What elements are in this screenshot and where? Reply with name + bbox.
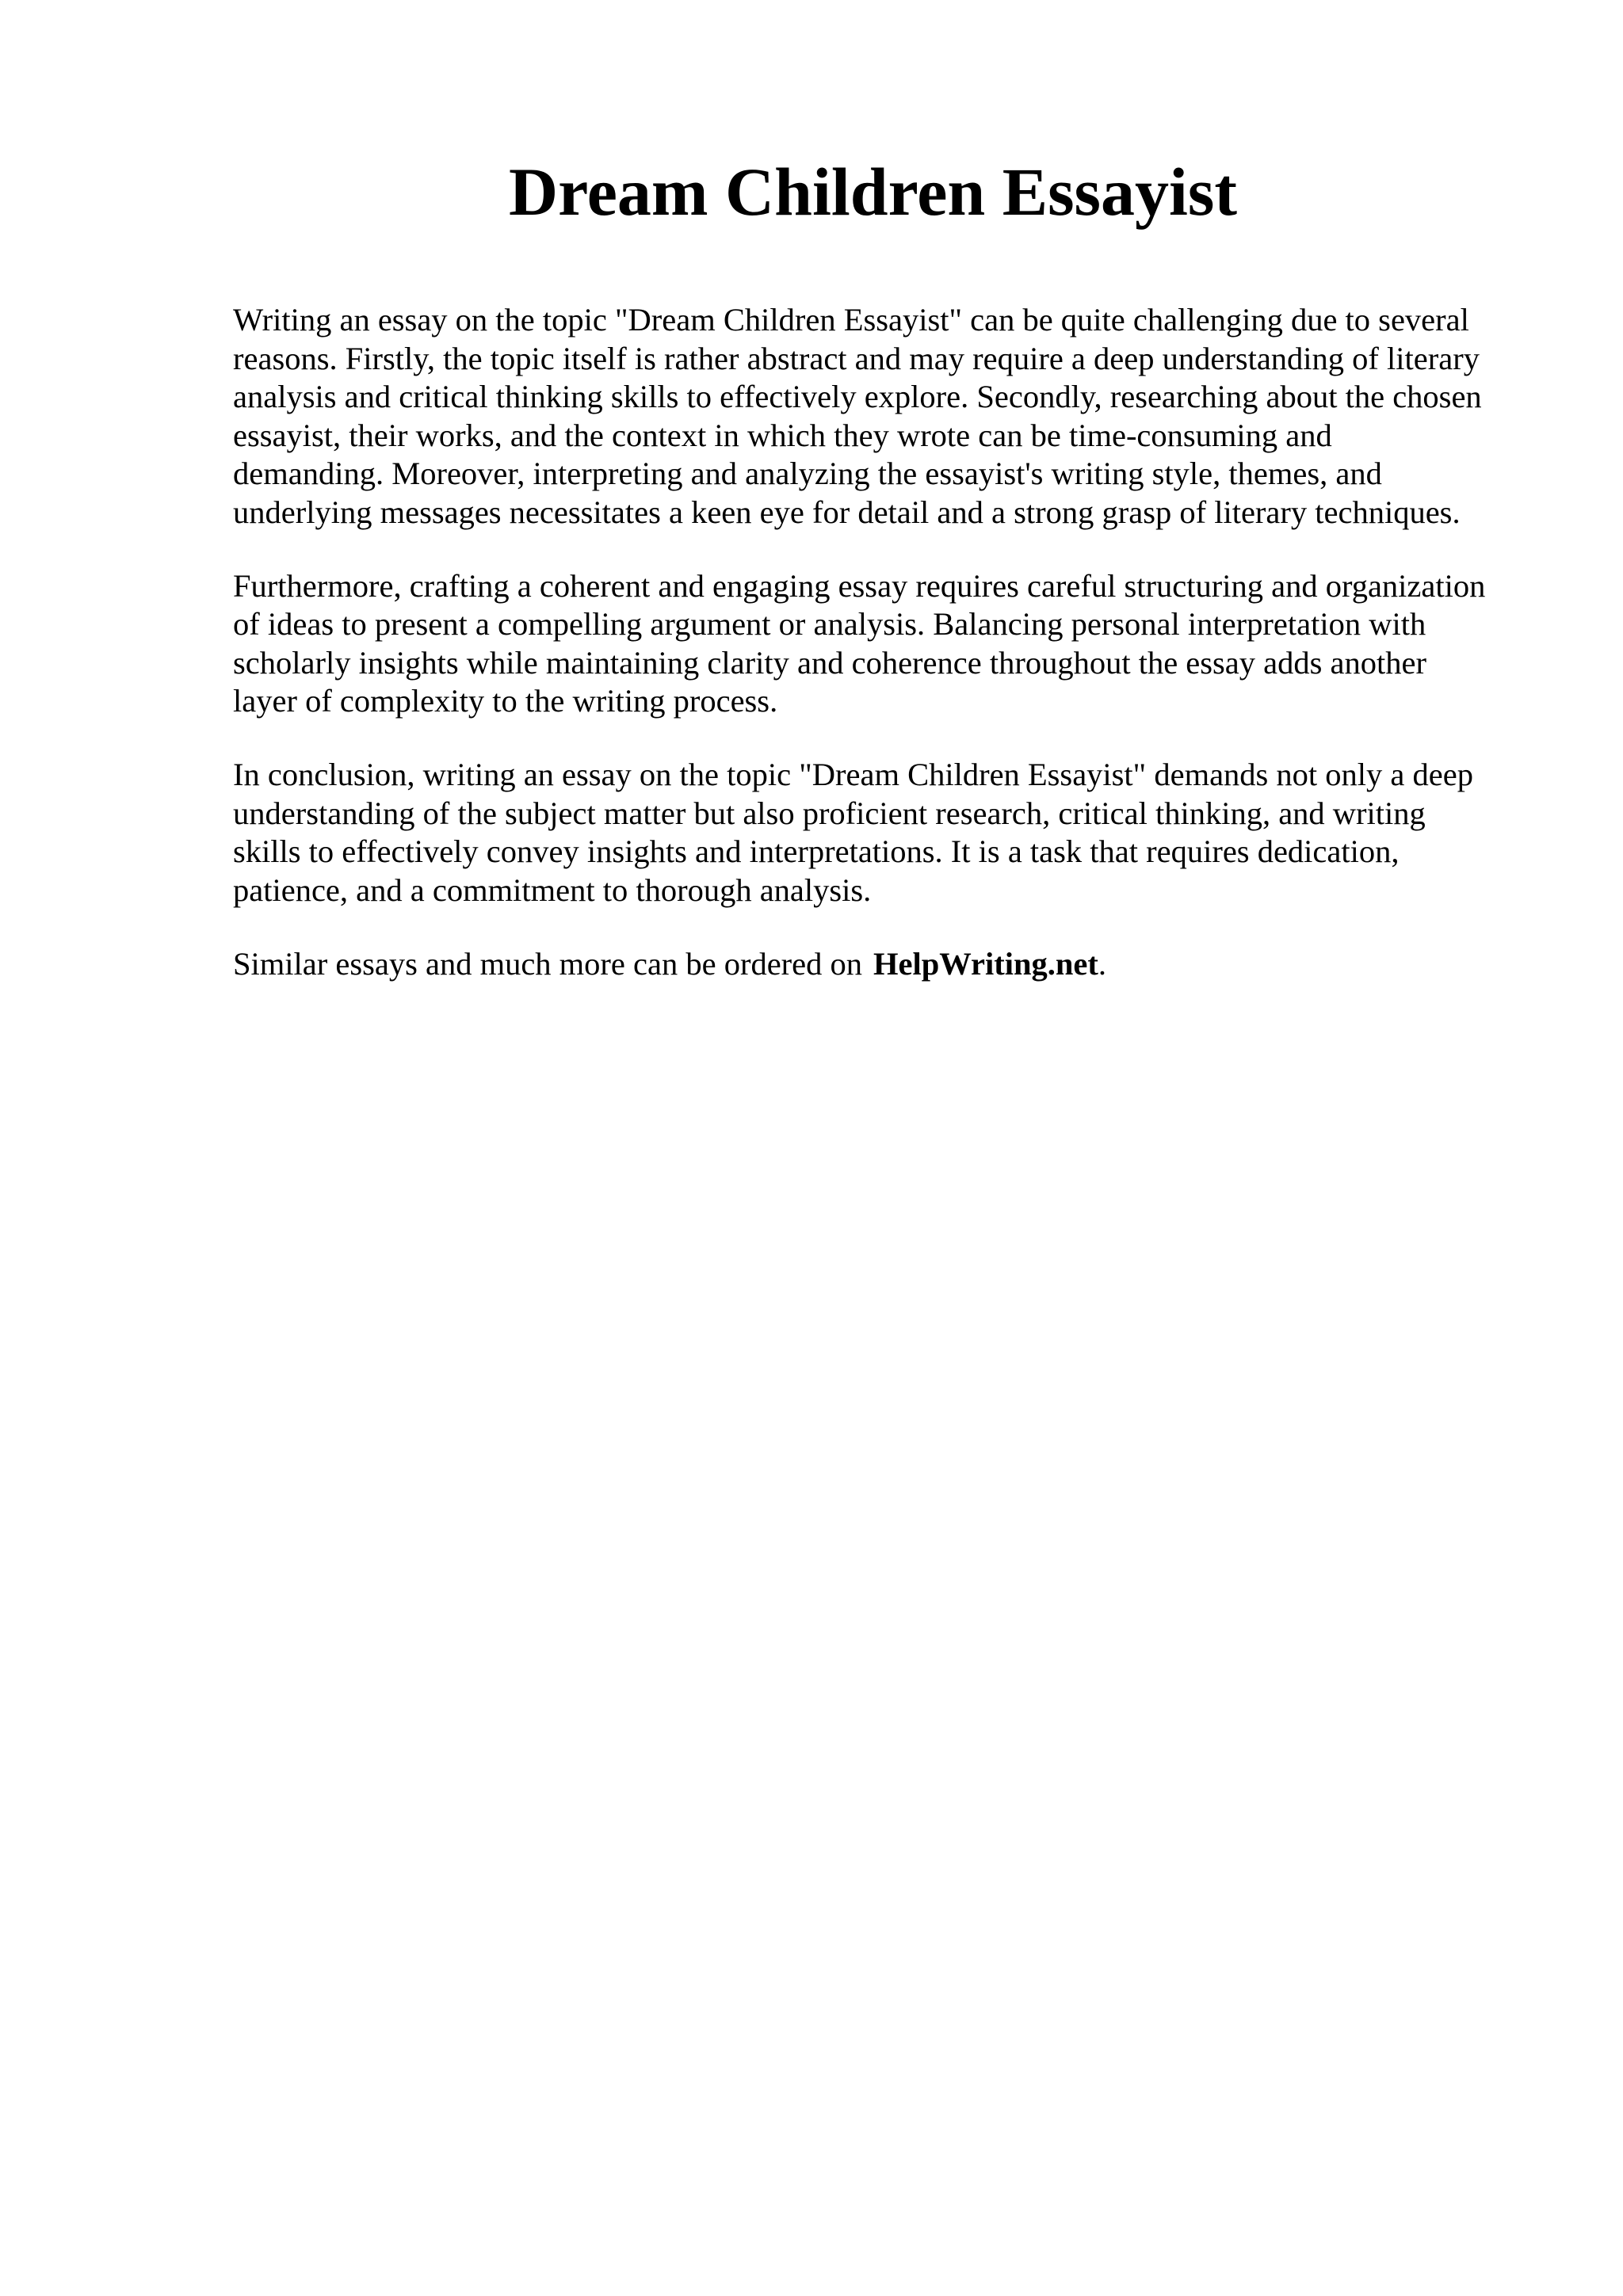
paragraph-conclusion: In conclusion, writing an essay on the topic "Dream Children Essayist" demands not only a deep understanding of the subject matter but also proficient research, critical thinking, and writing skills to effectively convey insights and interpretations. It is a task that requires dedication, patience, and a commitment to thorough analysis.: [233, 756, 1473, 908]
closing-period: .: [1098, 946, 1107, 982]
closing-line: [233, 945, 1533, 984]
paragraph-intro: Writing an essay on the topic "Dream Children Essayist" can be quite challenging due to several reasons. Firstly, the topic itself is rather abstract and may require a deep understanding of literary analysis and critical thinking skills to effectively explore. Secondly, researching about the chosen essayist, their works, and the context in which they wrote can be time-consuming and demanding. Moreover, interpreting and analyzing the essayist's writing style, themes, and underlying messages necessitates a keen eye for detail and a strong grasp of literary techniques.: [233, 302, 1482, 530]
paragraph-structure: Furthermore, crafting a coherent and engaging essay requires careful structuring and organization of ideas to present a compelling argument or analysis. Balancing personal interpretation with scholarly insights while maintaining clarity and coherence throughout the essay adds another layer of complexity to the writing process.: [233, 567, 1486, 719]
document-title: Dream Children Essayist: [509, 154, 1237, 230]
brand-link[interactable]: HelpWriting.net: [873, 946, 1098, 982]
closing-text: Similar essays and much more can be ordered on: [233, 946, 863, 982]
document-body: [233, 301, 1533, 1017]
